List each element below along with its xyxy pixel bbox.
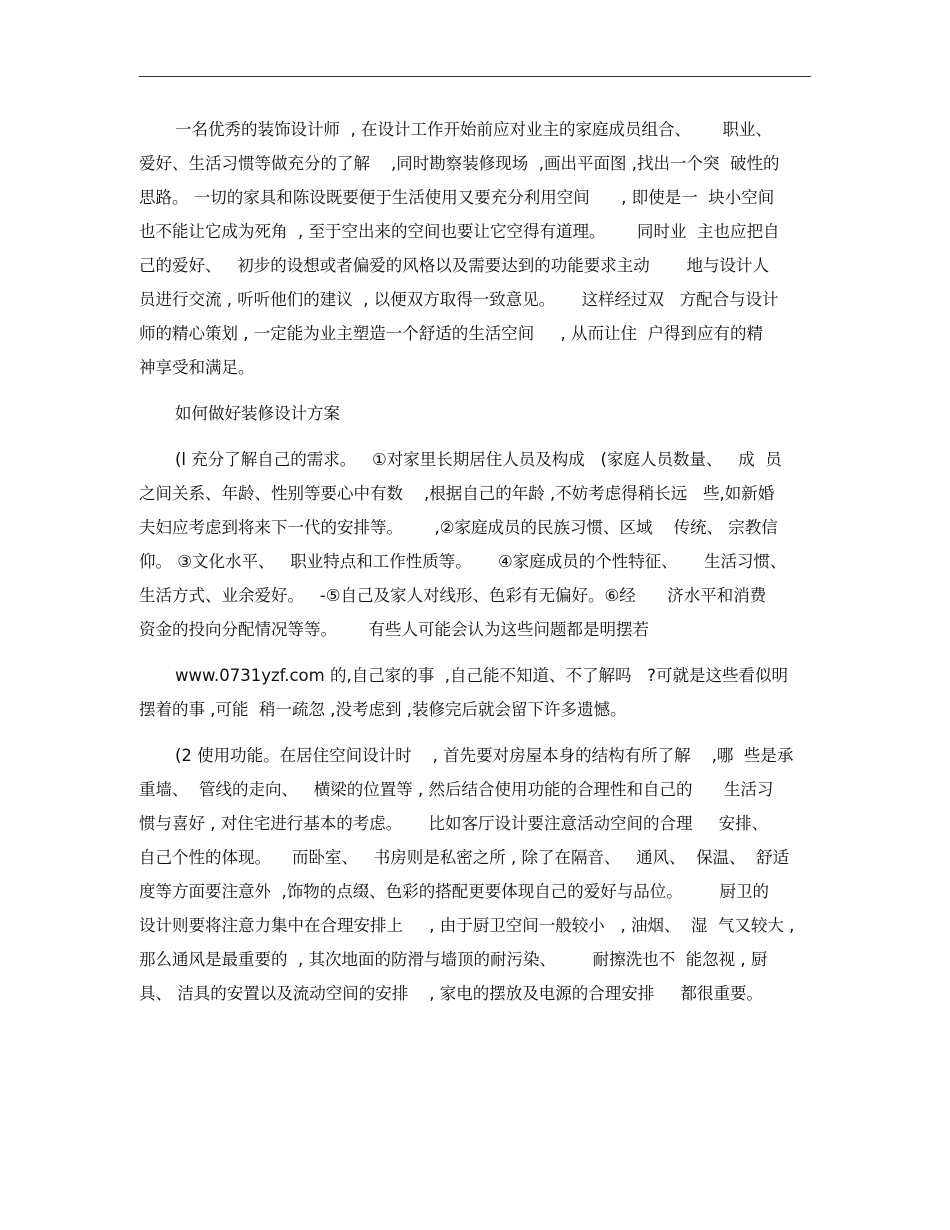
text-line: 己的爱好、 初步的设想或者偏爱的风格以及需要达到的功能要求主动 地与设计人	[139, 256, 769, 275]
text-line: 一名优秀的装饰设计师 , 在设计工作开始前应对业主的家庭成员组合、 职业、	[175, 120, 772, 139]
paragraph-website	[139, 659, 819, 727]
text-line: 师的精心策划 , 一定能为业主塑造一个舒适的生活空间 , 从而让住 户得到应有的精	[139, 324, 763, 343]
text-line: 摆着的事 ,可能 稍一疏忽 ,没考虑到 ,装修完后就会留下许多遗憾。	[139, 700, 627, 719]
paragraph-gap	[139, 727, 819, 739]
text-line: 自己个性的体现。 而卧室、 书房则是私密之所 , 除了在隔音、 通风、 保温、 舒适	[139, 848, 790, 867]
text-line: 重墙、 管线的走向、 横梁的位置等 , 然后结合使用功能的合理性和自己的 生活习	[139, 780, 774, 799]
text-line: www.0731yzf.com 的,自己家的事 ,自己能不知道、不了解吗 ?可就是这些看似明	[175, 666, 788, 685]
text-line: 仰。 ③文化水平、 职业特点和工作性质等。 ④家庭成员的个性特征、 生活习惯、	[139, 552, 787, 571]
text-line: 神享受和满足。	[139, 358, 255, 377]
text-line: 员进行交流 , 听听他们的建议 , 以便双方取得一致意见。 这样经过双 方配合与设计	[139, 290, 779, 309]
paragraph-section-2	[139, 739, 819, 1011]
text-line: 惯与喜好 , 对住宅进行基本的考虑。 比如客厅设计要注意活动空间的合理 安排、	[139, 814, 769, 833]
text-line: 爱好、生活习惯等做充分的了解 ,同时勘察装修现场 ,画出平面图 ,找出一个突 破性的	[139, 154, 780, 173]
paragraph-gap	[139, 431, 819, 443]
header-rule	[139, 76, 811, 77]
text-line: 具、 洁具的安置以及流动空间的安排 , 家电的摆放及电源的合理安排 都很重要。	[139, 984, 763, 1003]
text-line: 也不能让它成为死角 , 至于空出来的空间也要让它空得有道理。 同时业 主也应把自	[139, 222, 780, 241]
text-line: (2 使用功能。在居住空间设计时 , 首先要对房屋本身的结构有所了解 ,哪 些是承	[175, 746, 794, 765]
paragraph-section-1	[139, 443, 819, 647]
section-heading	[139, 397, 819, 431]
text-line: 思路。 一切的家具和陈设既要便于生活使用又要充分利用空间 , 即使是一 块小空间	[139, 188, 775, 207]
text-line: 之间关系、年龄、性别等要心中有数 ,根据自己的年龄 ,不妨考虑得稍长远 些,如新婚	[139, 484, 775, 503]
paragraph-gap	[139, 385, 819, 397]
paragraph-intro	[139, 113, 819, 385]
text-line: 夫妇应考虑到将来下一代的安排等。 ,②家庭成员的民族习惯、区域 传统、 宗教信	[139, 518, 778, 537]
paragraph-gap	[139, 647, 819, 659]
text-line: 生活方式、业余爱好。 -⑤自己及家人对线形、色彩有无偏好。⑥经 济水平和消费	[139, 586, 767, 605]
document-body	[139, 113, 819, 1011]
text-line: 度等方面要注意外 ,饰物的点缀、色彩的搭配更要体现自己的爱好与品位。 厨卫的	[139, 882, 769, 901]
text-line: 设计则要将注意力集中在合理安排上 , 由于厨卫空间一般较小 , 油烟、 湿 气又较大 ,	[139, 916, 795, 935]
text-line: (l 充分了解自己的需求。 ①对家里长期居住人员及构成 (家庭人员数量、 成 员	[175, 450, 782, 469]
text-line: 资金的投向分配情况等等。 有些人可能会认为这些问题都是明摆若	[139, 620, 649, 639]
heading-text: 如何做好装修设计方案	[175, 404, 340, 423]
text-line: 那么通风是最重要的 , 其次地面的防滑与墙顶的耐污染、 耐擦洗也不 能忽视 , 厨	[139, 950, 768, 969]
